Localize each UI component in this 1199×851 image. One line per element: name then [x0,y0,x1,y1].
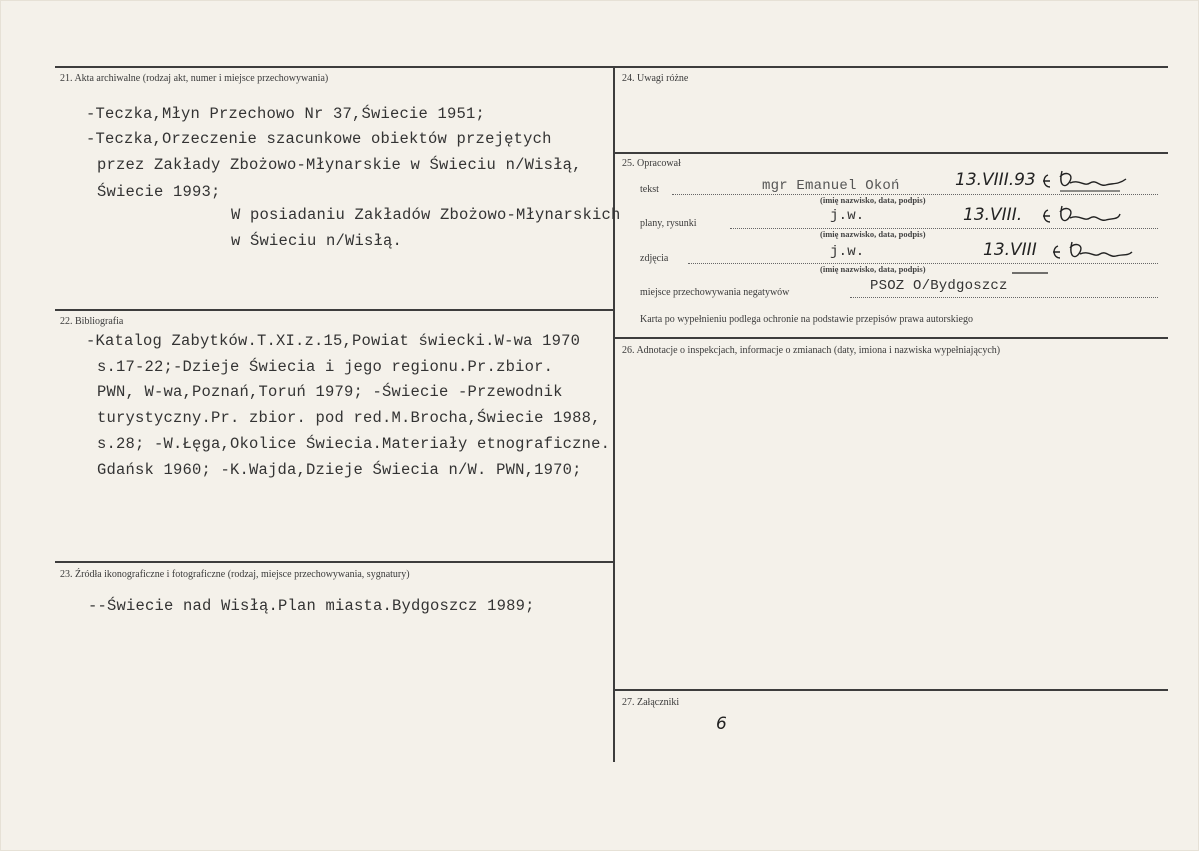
signature-3 [1050,236,1140,266]
s21-line-6: w Świeciu n/Wisłą. [231,232,403,250]
s21-line-3: przez Zakłady Zbożowo-Młynarskie w Świeciu n/Wisłą, [97,156,582,174]
section-22-title: 22. Bibliografia [60,316,124,327]
plany-value: j.w. [830,208,865,224]
s23-line-1: --Świecie nad Wisłą.Plan miasta.Bydgoszcz 1989; [88,597,535,615]
plany-label: plany, rysunki [640,218,697,229]
zdjecia-caption: (imię nazwisko, data, podpis) [820,264,926,274]
s22-line-4: turystyczny.Pr. zbior. pod red.M.Brocha,Świecie 1988, [97,409,601,427]
plany-date: 13.VIII. [963,205,1023,225]
s21-line-2: -Teczka,Orzeczenie szacunkowe obiektów przejętych [86,130,552,148]
rule-25-26 [613,337,1168,339]
zdjecia-label: zdjęcia [640,253,669,264]
s22-line-2: s.17-22;-Dzieje Świecia i jego regionu.Pr.zbior. [97,358,554,376]
negatywy-dotted-line [850,297,1158,298]
s21-line-4: Świecie 1993; [97,183,221,201]
section-21-title: 21. Akta archiwalne (rodzaj akt, numer i miejsce przechowywania) [60,73,329,84]
rule-26-27 [613,689,1168,691]
top-rule [55,66,1168,68]
section-25-title: 25. Opracował [622,158,681,169]
tekst-value: mgr Emanuel Okoń [762,178,900,194]
s22-line-3: PWN, W-wa,Poznań,Toruń 1979; -Świecie -Przewodnik [97,383,563,401]
s22-line-6: Gdańsk 1960; -K.Wajda,Dzieje Świecia n/W. PWN,1970; [97,461,582,479]
section-24-title: 24. Uwagi różne [622,73,689,84]
signature-1 [1040,165,1130,195]
negatywy-value: PSOZ O/Bydgoszcz [870,278,1008,294]
zdjecia-value: j.w. [830,244,865,260]
negatywy-label: miejsce przechowywania negatywów [640,287,790,298]
tekst-label: tekst [640,184,659,195]
rule-22-23 [55,561,613,563]
zdjecia-date: 13.VIII [983,240,1037,260]
date-underline [1010,268,1050,278]
plany-caption: (imię nazwisko, data, podpis) [820,229,926,239]
section-27-title: 27. Załączniki [622,697,680,708]
column-divider [613,66,615,762]
s21-line-1: -Teczka,Młyn Przechowo Nr 37,Świecie 1951; [86,105,486,123]
tekst-date: 13.VIII.93 [955,170,1036,190]
s21-line-5: W posiadaniu Zakładów Zbożowo-Młynarskich [231,206,621,224]
section-26-title: 26. Adnotacje o inspekcjach, informacje o zmianach (daty, imiona i nazwiska wypełniających) [622,345,1001,356]
rule-21-22 [55,309,613,311]
copyright-note: Karta po wypełnieniu podlega ochronie na podstawie przepisów prawa autorskiego [640,314,973,325]
section-27-value: 6 [716,714,727,734]
tekst-caption: (imię nazwisko, data, podpis) [820,195,926,205]
s22-line-5: s.28; -W.Łęga,Okolice Świecia.Materiały etnograficzne. [97,435,611,453]
section-23-title: 23. Źródła ikonograficzne i fotograficzne (rodzaj, miejsce przechowywania, sygnatury) [60,569,410,580]
rule-24-25 [613,152,1168,154]
signature-2 [1040,200,1130,230]
s22-line-1: -Katalog Zabytków.T.XI.z.15,Powiat świecki.W-wa 1970 [86,332,581,350]
